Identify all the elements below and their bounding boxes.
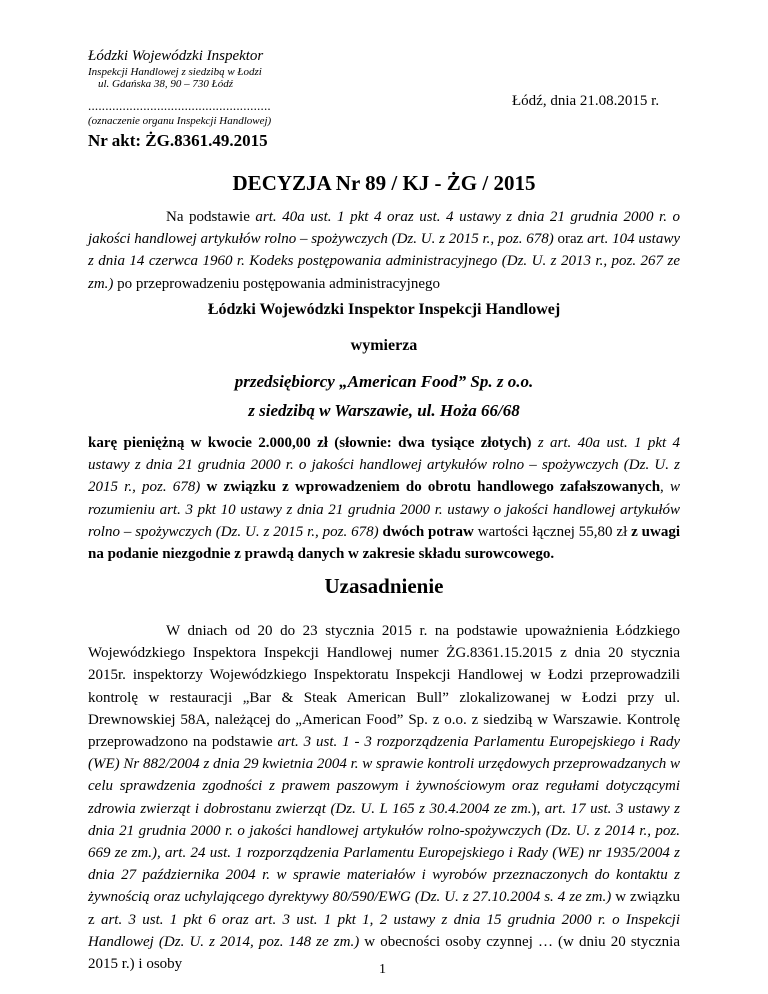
page-number: 1	[379, 962, 386, 977]
justification-text-1: W dniach od 20 do 23 stycznia 2015 r. na podstawie upoważnienia Łódzkiego Wojewódzkiego Inspektora Inspekcji Handlowej numer ŻG.8361.15.2015 z dnia 20 stycznia 2015r. inspektorzy Wojewódzkiego Inspektoratu Inspekcji Handlowej w Łodzi przeprowadzili kontrolę w restauracji „Bar & Steak American Bull” zlokalizowanej w Łodzi przy ul. Drewnowskiej 58A, należącej do „American Food” Sp. z o.o. z siedzibą w Warszawie. Kontrolę przeprowadzono na podstawie	[88, 623, 680, 751]
justification-text-2: ),	[531, 800, 545, 817]
issuer-caption: (oznaczenie organu Inspekcji Handlowej)	[88, 115, 272, 127]
penalty-value: wartości łącznej 55,80 zł	[473, 523, 632, 540]
dotted-line: .....................................................	[88, 98, 271, 113]
place-date: Łódź, dnia 21.08.2015 r.	[512, 93, 660, 109]
authority-name: Łódzki Wojewódzki Inspektor Inspekcji Handlowej	[207, 301, 561, 318]
penalty-cause: z uwagi na podanie niezgodnie z prawdą danych w zakresie składu surowcowego.	[88, 523, 681, 563]
basis-citation-1: art. 40a ust. 1 pkt 4 oraz ust. 4 ustawy z dnia 21 grudnia 2000 r. o jakości handlowej artykułów rolno – spożywczych (Dz. U. z 2015 r., poz. 678)	[88, 209, 680, 248]
entity-address: z siedzibą w Warszawie, ul. Hoża 66/68	[248, 401, 520, 420]
justification-citation-1: art. 3 ust. 1 - 3 rozporządzenia Parlamentu Europejskiego i Rady (WE) Nr 882/2004 z dnia 29 kwietnia 2004 r. w sprawie kontroli urzędowych przeprowadzanych w celu sprawdzenia zgodności z prawem paszowym i żywnościowym oraz regułami dotyczącymi zdrowia zwierząt i dobrostanu zwierząt (Dz. U. L 165 z 30.4.2004 ze zm.	[88, 734, 680, 817]
issuer-block	[88, 48, 418, 127]
basis-text-2: oraz	[553, 231, 588, 248]
legal-basis-paragraph	[88, 206, 680, 295]
verb-imposes: wymierza	[350, 337, 418, 354]
penalty-items: dwóch potraw	[382, 523, 474, 540]
basis-citation-2: art. 104 ustawy z dnia 14 czerwca 1960 r. Kodeks postępowania administracyjnego (Dz. U. z 2013 r., poz. 267 ze zm.)	[88, 231, 680, 292]
issuer-address: ul. Gdańska 38, 90 – 730 Łódź	[98, 78, 234, 90]
basis-text-1: Na podstawie	[166, 209, 256, 225]
penalty-sep: ,	[660, 479, 670, 496]
decision-title: DECYZJA Nr 89 / KJ - ŻG / 2015	[232, 171, 536, 195]
section-title: Uzasadnienie	[324, 574, 444, 598]
basis-text-3: po przeprowadzeniu postępowania administracyjnego	[113, 275, 440, 292]
penalty-basis: z art. 40a ust. 1 pkt 4 ustawy z dnia 21 grudnia 2000 r. o jakości handlowej artykułów rolno – spożywczych (Dz. U. z 2015 r., poz. 678)	[88, 435, 680, 496]
penalty-reason: w związku z wprowadzeniem do obrotu handlowego zafałszowanych	[206, 479, 661, 496]
case-number: Nr akt: ŻG.8361.49.2015	[88, 131, 268, 150]
justification-paragraph	[88, 620, 680, 975]
justification-text-3: w związku z	[88, 889, 681, 928]
entity-name: przedsiębiorcy „American Food” Sp. z o.o.	[234, 372, 534, 391]
issuer-title: Łódzki Wojewódzki Inspektor	[88, 48, 264, 64]
penalty-definition: w rozumieniu art. 3 pkt 10 ustawy z dnia 21 grudnia 2000 r. ustawy o jakości handlowej artykułów rolno – spożywczych (Dz. U. z 2015 r., poz. 678)	[88, 479, 680, 540]
penalty-paragraph	[88, 432, 680, 565]
issuer-subtitle: Inspekcji Handlowej z siedzibą w Łodzi	[88, 66, 262, 78]
justification-citation-2: art. 17 ust. 3 ustawy z dnia 21 grudnia 2000 r. o jakości handlowej artykułów rolno-spożywczych (Dz. U. z 2014 r., poz. 669 ze zm.), art. 24 ust. 1 rozporządzenia Parlamentu Europejskiego i Rady (WE) nr 1935/2004 z dnia 27 października 2004 r. w sprawie materiałów i wyrobów przeznaczonych do kontaktu z żywnością oraz uchylającego dyrektywy 80/590/EWG (Dz. U. z 27.10.2004 s. 4 ze zm.)	[88, 800, 680, 906]
penalty-amount: karę pieniężną w kwocie 2.000,00 zł (słownie: dwa tysiące złotych)	[88, 435, 532, 451]
justification-citation-3: art. 3 ust. 1 pkt 6 oraz art. 3 ust. 1 pkt 1, 2 ustawy z dnia 15 grudnia 2000 r. o Inspekcji Handlowej (Dz. U. z 2014, poz. 148 ze zm.)	[88, 911, 680, 950]
justification-text-4: w obecności osoby czynnej … (w dniu 20 stycznia 2015 r.) i osoby	[88, 933, 680, 973]
